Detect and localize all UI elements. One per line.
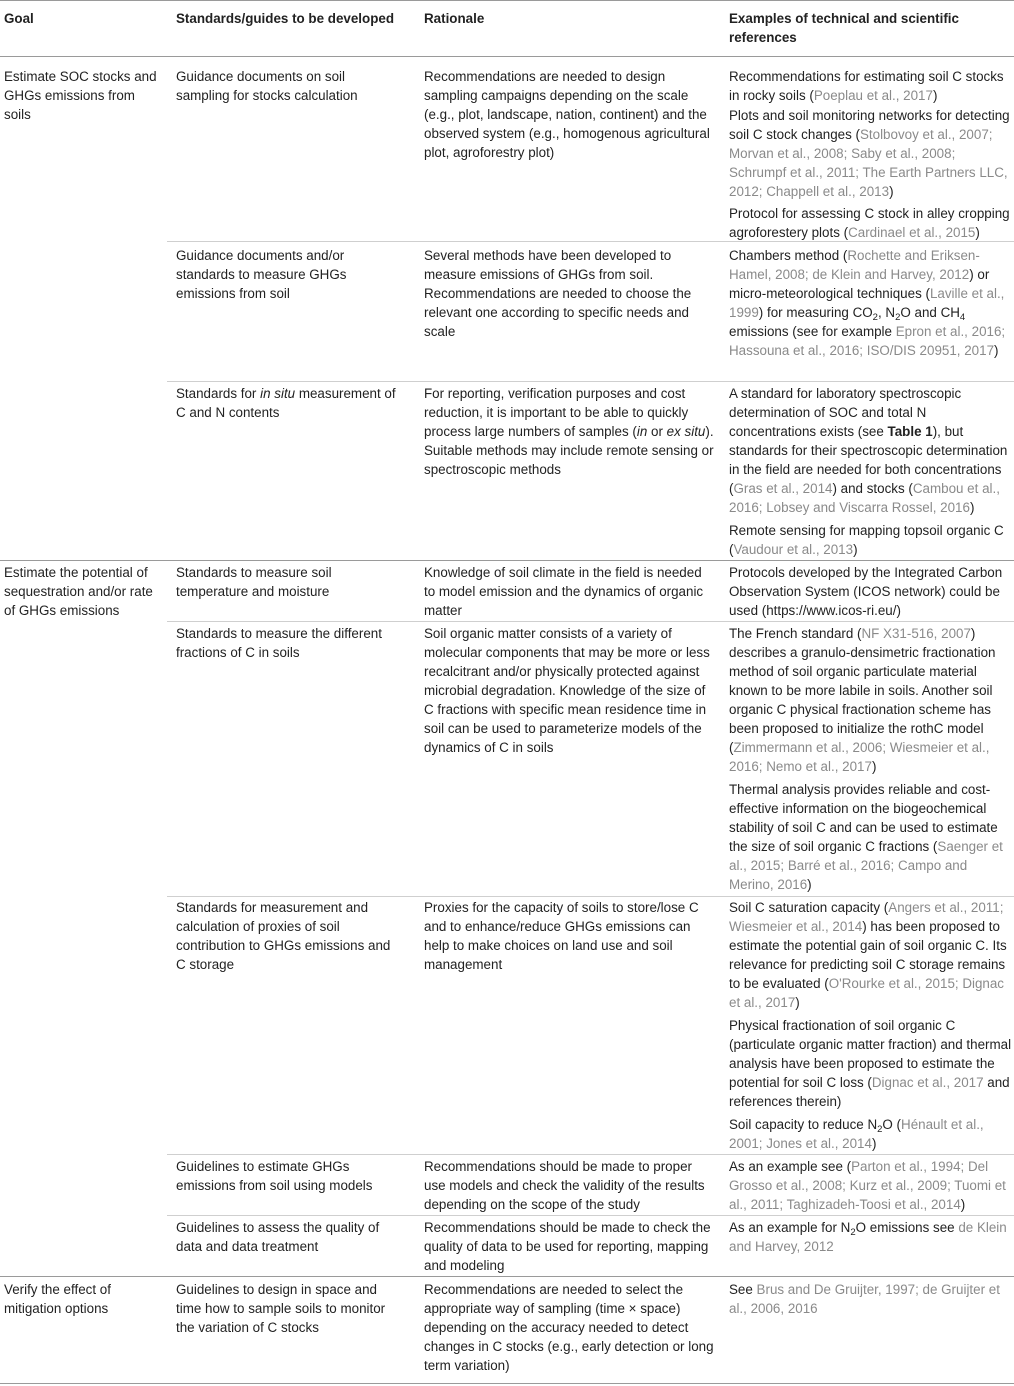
rationale-proxies: Proxies for the capacity of soils to store/lose C and to enhance/reduce GHGs emissions can help to make choices on land use and soil management: [424, 900, 699, 972]
example-models: As an example see (Parton et al., 1994; Del Grosso et al., 2008; Kurz et al., 2009; Tuomi et al., 2011; Taghizadeh-Toosi et al., 2014): [729, 1159, 1006, 1212]
goal-estimate-potential: Estimate the potential of sequestration and/or rate of GHGs emissions: [4, 565, 153, 618]
example-saturation-capacity: Soil C saturation capacity (Angers et al., 2011; Wiesmeier et al., 2014) has been proposed to estimate the potential gain of soil organic C. Its relevance for predicting soil C storage remains to be evaluated (O'Rourke et al., 2015; Dignac et al., 2017): [729, 900, 1007, 1010]
header-examples: Examples of technical and scientific references: [729, 11, 959, 45]
row-divider: [167, 1215, 1014, 1216]
goal-estimate-soc: Estimate SOC stocks and GHGs emissions from soils: [4, 69, 157, 122]
example-icos: Protocols developed by the Integrated Carbon Observation System (ICOS network) could be used (https://www.icos-ri.eu/): [729, 565, 1003, 618]
table-top-rule: [0, 0, 1014, 1]
standard-proxies: Standards for measurement and calculation of proxies of soil contribution to GHGs emissions and C storage: [176, 900, 391, 972]
example-physical-fractionation: Physical fractionation of soil organic C (particulate organic matter fraction) and thermal analysis have been proposed to estimate the potential for soil C loss (Dignac et al., 2017 and references therein): [729, 1018, 1012, 1109]
example-remote-sensing: Remote sensing for mapping topsoil organic C (Vaudour et al., 2013): [729, 523, 1004, 557]
standard-in-situ: Standards for in situ measurement of C and N contents: [176, 386, 396, 420]
example-sampling-design: See Brus and De Gruijter, 1997; de Gruijter et al., 2006, 2016: [729, 1282, 1000, 1316]
section-divider: [0, 1276, 1014, 1277]
rationale-c-fractions: Soil organic matter consists of a variety of molecular components that may be more or less recalcitrant and/or physically protected against microbial degradation. Knowledge of the size of C fractions with specific mean residence time in soil can be used to parameterize models of the dynamics of C in soils: [424, 626, 710, 755]
standard-c-fractions: Standards to measure the different fractions of C in soils: [176, 626, 382, 660]
example-rocky-soils: Recommendations for estimating soil C stocks in rocky soils (Poeplau et al., 2017): [729, 69, 1004, 103]
example-thermal-analysis: Thermal analysis provides reliable and cost-effective information on the biogeochemical stability of soil C and can be used to estimate the size of soil organic C fractions (Saenger et al., 2015; Barré et al., 2016; Campo and Merino, 2016): [729, 782, 1003, 892]
table-bottom-rule: [0, 1383, 1014, 1384]
header-rule: [0, 56, 1014, 57]
row-divider: [167, 896, 1014, 897]
standard-temperature-moisture: Standards to measure soil temperature and moisture: [176, 565, 332, 599]
example-n2o-reduction: Soil capacity to reduce $N_2O$ (Hénault et al., 2001; Jones et al., 2014): [729, 1117, 984, 1151]
example-french-standard: The French standard (NF X31-516, 2007) describes a granulo-densimetric fractionation method of soil organic particulate material known to be more labile in soils. Another soil organic C physical fractionation scheme has been proposed to initialize the rothC model (Zimmermann et al., 2006; Wiesmeier et al., 2016; Nemo et al., 2017): [729, 626, 996, 774]
row-divider: [167, 381, 1014, 382]
rationale-temperature-moisture: Knowledge of soil climate in the field is needed to model emission and the dynamics of organic matter: [424, 565, 704, 618]
row-divider: [167, 241, 1014, 242]
header-rationale: Rationale: [424, 11, 485, 26]
header-standards: Standards/guides to be developed: [176, 11, 395, 26]
header-goal: Goal: [4, 11, 34, 26]
rationale-models: Recommendations should be made to proper use models and check the validity of the results depending on the scope of the study: [424, 1159, 705, 1212]
rationale-in-situ: For reporting, verification purposes and cost reduction, it is important to be able to quickly process large numbers of samples (in or ex situ). Suitable methods may include remote sensing or spectroscopic methods: [424, 386, 714, 477]
standard-models: Guidelines to estimate GHGs emissions from soil using models: [176, 1159, 373, 1193]
example-spectroscopic: A standard for laboratory spectroscopic determination of SOC and total N concentrations exists (see Table 1), but standards for their spectroscopic determination in the field are needed for both concentrations (Gras et al., 2014) and stocks (Cambou et al., 2016; Lobsey and Viscarra Rossel, 2016): [729, 386, 1008, 515]
goal-verify-mitigation: Verify the effect of mitigation options: [4, 1282, 111, 1316]
rationale-soil-sampling: Recommendations are needed to design sampling campaigns depending on the scale (e.g., plot, landscape, nation, continent) and the observed system (e.g., homogenous agricultural plot, agroforestry plot): [424, 69, 710, 160]
table-1-link[interactable]: Table 1: [887, 424, 933, 439]
standard-soil-sampling: Guidance documents on soil sampling for stocks calculation: [176, 69, 358, 103]
example-monitoring-networks: Plots and soil monitoring networks for detecting soil C stock changes (Stolbovoy et al., 2007; Morvan et al., 2008; Saby et al., 2008; Schrumpf et al., 2011; The Earth Partners LLC, 2012; Chappell et al., 2013): [729, 108, 1010, 199]
standard-ghg-emissions: Guidance documents and/or standards to measure GHGs emissions from soil: [176, 248, 347, 301]
rationale-data-quality: Recommendations should be made to check the quality of data to be used for reporting, mapping and modeling: [424, 1220, 711, 1273]
rationale-ghg-emissions: Several methods have been developed to measure emissions of GHGs from soil. Recommendations are needed to choose the relevant one according to specific needs and scale: [424, 248, 692, 339]
standard-data-quality: Guidelines to assess the quality of data and data treatment: [176, 1220, 380, 1254]
section-divider: [0, 560, 1014, 561]
standard-sampling-design: Guidelines to design in space and time how to sample soils to monitor the variation of C stocks: [176, 1282, 386, 1335]
example-chambers-method: Chambers method (Rochette and Eriksen-Hamel, 2008; de Klein and Harvey, 2012) or micro-meteorological techniques (Laville et al., 1999) for measuring $CO_2$, $N_2O$ and $CH_4$ emissions (see for example Epron et al., 2016; Hassouna et al., 2016; ISO/DIS 20951, 2017): [729, 248, 1006, 358]
example-data-quality: As an example for $N_2O$ emissions see de Klein and Harvey, 2012: [729, 1220, 1007, 1254]
row-divider: [167, 1154, 1014, 1155]
rationale-sampling-design: Recommendations are needed to select the appropriate way of sampling (time × space) depending on the accuracy needed to detect changes in C stocks (e.g., early detection or long term variation): [424, 1282, 714, 1373]
example-alley-cropping: Protocol for assessing C stock in alley cropping agroforestery plots (Cardinael et al., 2015): [729, 206, 1010, 240]
row-divider: [167, 621, 1014, 622]
